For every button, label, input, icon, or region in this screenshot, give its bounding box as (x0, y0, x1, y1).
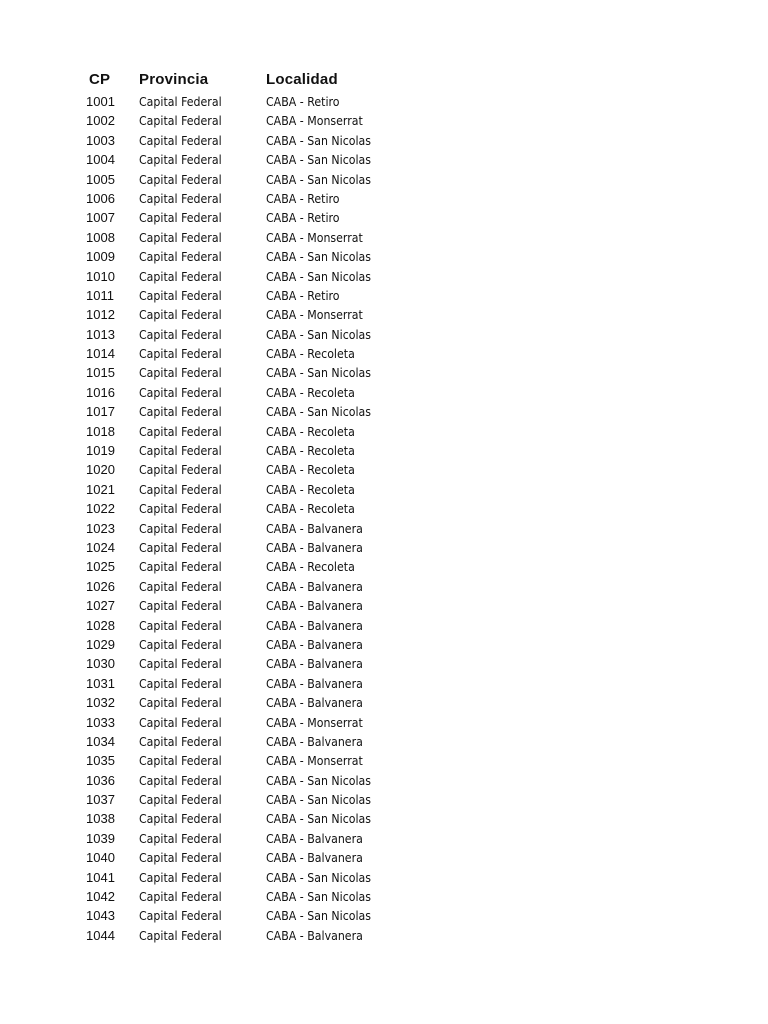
provincia-cell: Capital Federal (139, 229, 222, 245)
localidad-cell: CABA - Balvanera (266, 850, 363, 866)
table-row (0, 111, 768, 130)
localidad-cell: CABA - San Nicolas (266, 908, 372, 924)
table-row (0, 441, 768, 460)
table-row (0, 402, 768, 421)
localidad-cell: CABA - Balvanera (266, 520, 363, 536)
cp-cell: 1008 (86, 229, 115, 245)
localidad-cell: CABA - San Nicolas (266, 811, 372, 827)
cp-cell: 1007 (86, 210, 115, 226)
provincia-cell: Capital Federal (139, 307, 222, 323)
table-row (0, 557, 768, 576)
cp-cell: 1043 (86, 908, 115, 924)
cp-cell: 1001 (86, 94, 115, 109)
cp-cell: 1032 (86, 695, 115, 711)
cp-cell: 1018 (86, 423, 115, 439)
cp-cell: 1004 (86, 152, 115, 168)
provincia-cell: Capital Federal (139, 695, 222, 711)
provincia-cell: Capital Federal (139, 443, 222, 459)
cp-cell: 1039 (86, 830, 115, 846)
localidad-cell: CABA - Retiro (266, 287, 340, 303)
table-row (0, 383, 768, 402)
provincia-cell: Capital Federal (139, 326, 222, 342)
cp-cell: 1005 (86, 171, 115, 187)
table-row (0, 170, 768, 189)
table-row (0, 732, 768, 751)
localidad-cell: CABA - Balvanera (266, 617, 363, 633)
table-row (0, 150, 768, 169)
table-row (0, 674, 768, 693)
localidad-cell: CABA - Monserrat (266, 753, 363, 769)
provincia-cell: Capital Federal (139, 598, 222, 614)
provincia-cell: Capital Federal (139, 714, 222, 730)
cp-cell: 1014 (86, 346, 115, 362)
table-row (0, 286, 768, 305)
table-row (0, 654, 768, 673)
provincia-cell: Capital Federal (139, 656, 222, 672)
localidad-cell: CABA - San Nicolas (266, 365, 372, 381)
cp-cell: 1013 (86, 326, 115, 342)
localidad-cell: CABA - Balvanera (266, 578, 363, 594)
table-row (0, 325, 768, 344)
cp-cell: 1012 (86, 307, 115, 323)
table-row (0, 267, 768, 286)
table-row (0, 790, 768, 809)
table-row (0, 480, 768, 499)
header-localidad: Localidad (266, 71, 338, 88)
cp-cell: 1011 (86, 287, 114, 303)
localidad-cell: CABA - Recoleta (266, 462, 355, 478)
table-row (0, 809, 768, 828)
provincia-cell: Capital Federal (139, 520, 222, 536)
provincia-cell: Capital Federal (139, 811, 222, 827)
cp-cell: 1002 (86, 113, 115, 129)
table-row (0, 635, 768, 654)
localidad-cell: CABA - Balvanera (266, 830, 363, 846)
table-row (0, 363, 768, 382)
cp-cell: 1028 (86, 617, 115, 633)
localidad-cell: CABA - Balvanera (266, 695, 363, 711)
provincia-cell: Capital Federal (139, 792, 222, 808)
localidad-cell: CABA - Balvanera (266, 656, 363, 672)
localidad-cell: CABA - Retiro (266, 190, 340, 206)
localidad-cell: CABA - San Nicolas (266, 268, 372, 284)
cp-cell: 1022 (86, 501, 115, 517)
provincia-cell: Capital Federal (139, 501, 222, 517)
localidad-cell: CABA - San Nicolas (266, 132, 372, 148)
cp-cell: 1024 (86, 539, 115, 555)
localidad-cell: CABA - Recoleta (266, 481, 355, 497)
cp-cell: 1038 (86, 811, 115, 827)
localidad-cell: CABA - Retiro (266, 210, 340, 226)
header-cp: CP (89, 71, 111, 88)
provincia-cell: Capital Federal (139, 753, 222, 769)
cp-cell: 1020 (86, 462, 115, 478)
cp-cell: 1025 (86, 559, 115, 575)
localidad-cell: CABA - San Nicolas (266, 772, 372, 788)
provincia-cell: Capital Federal (139, 384, 222, 400)
localidad-cell: CABA - San Nicolas (266, 889, 372, 905)
cp-cell: 1015 (86, 365, 115, 381)
cp-cell: 1003 (86, 132, 115, 148)
cp-cell: 1021 (86, 481, 115, 497)
cp-cell: 1016 (86, 384, 115, 400)
table-row (0, 926, 768, 945)
table-row (0, 887, 768, 906)
table-row (0, 92, 768, 111)
provincia-cell: Capital Federal (139, 171, 222, 187)
provincia-cell: Capital Federal (139, 889, 222, 905)
table-row (0, 829, 768, 848)
localidad-cell: CABA - Balvanera (266, 598, 363, 614)
table-row (0, 693, 768, 712)
localidad-cell: CABA - Balvanera (266, 927, 363, 943)
table-row (0, 906, 768, 925)
localidad-cell: CABA - Recoleta (266, 443, 355, 459)
table-row (0, 344, 768, 363)
cp-cell: 1044 (86, 927, 115, 943)
table-header-row (0, 68, 768, 92)
table-row (0, 189, 768, 208)
table-row (0, 131, 768, 150)
localidad-cell: CABA - Retiro (266, 94, 340, 109)
provincia-cell: Capital Federal (139, 927, 222, 943)
localidad-cell: CABA - Monserrat (266, 229, 363, 245)
provincia-cell: Capital Federal (139, 94, 222, 109)
provincia-cell: Capital Federal (139, 733, 222, 749)
table-row (0, 499, 768, 518)
table-body (0, 92, 768, 945)
cp-cell: 1034 (86, 733, 115, 749)
cp-cell: 1029 (86, 636, 115, 652)
provincia-cell: Capital Federal (139, 559, 222, 575)
provincia-cell: Capital Federal (139, 404, 222, 420)
cp-cell: 1017 (86, 404, 115, 420)
table-row (0, 422, 768, 441)
cp-cell: 1019 (86, 443, 115, 459)
table-row (0, 577, 768, 596)
cp-cell: 1036 (86, 772, 115, 788)
table-row (0, 713, 768, 732)
localidad-cell: CABA - San Nicolas (266, 249, 372, 265)
provincia-cell: Capital Federal (139, 287, 222, 303)
table-row (0, 596, 768, 615)
header-provincia: Provincia (139, 71, 209, 88)
localidad-cell: CABA - San Nicolas (266, 171, 372, 187)
provincia-cell: Capital Federal (139, 481, 222, 497)
provincia-cell: Capital Federal (139, 462, 222, 478)
localidad-cell: CABA - San Nicolas (266, 152, 372, 168)
localidad-cell: CABA - Recoleta (266, 501, 355, 517)
provincia-cell: Capital Federal (139, 830, 222, 846)
provincia-cell: Capital Federal (139, 210, 222, 226)
provincia-cell: Capital Federal (139, 772, 222, 788)
cp-cell: 1042 (86, 889, 115, 905)
provincia-cell: Capital Federal (139, 132, 222, 148)
table-row (0, 247, 768, 266)
localidad-cell: CABA - Monserrat (266, 113, 363, 129)
provincia-cell: Capital Federal (139, 617, 222, 633)
cp-cell: 1031 (86, 675, 115, 691)
cp-cell: 1027 (86, 598, 115, 614)
table-row (0, 751, 768, 770)
provincia-cell: Capital Federal (139, 190, 222, 206)
postal-code-table (0, 68, 768, 945)
cp-cell: 1006 (86, 190, 115, 206)
table-row (0, 228, 768, 247)
provincia-cell: Capital Federal (139, 539, 222, 555)
localidad-cell: CABA - Balvanera (266, 636, 363, 652)
provincia-cell: Capital Federal (139, 636, 222, 652)
localidad-cell: CABA - Monserrat (266, 307, 363, 323)
table-row (0, 519, 768, 538)
cp-cell: 1040 (86, 850, 115, 866)
provincia-cell: Capital Federal (139, 249, 222, 265)
table-row (0, 771, 768, 790)
cp-cell: 1010 (86, 268, 115, 284)
provincia-cell: Capital Federal (139, 675, 222, 691)
table-row (0, 305, 768, 324)
table-row (0, 868, 768, 887)
provincia-cell: Capital Federal (139, 268, 222, 284)
provincia-cell: Capital Federal (139, 869, 222, 885)
provincia-cell: Capital Federal (139, 423, 222, 439)
cp-cell: 1030 (86, 656, 115, 672)
localidad-cell: CABA - San Nicolas (266, 869, 372, 885)
provincia-cell: Capital Federal (139, 850, 222, 866)
cp-cell: 1035 (86, 753, 115, 769)
provincia-cell: Capital Federal (139, 365, 222, 381)
localidad-cell: CABA - Recoleta (266, 384, 355, 400)
provincia-cell: Capital Federal (139, 346, 222, 362)
cp-cell: 1033 (86, 714, 115, 730)
localidad-cell: CABA - Recoleta (266, 346, 355, 362)
provincia-cell: Capital Federal (139, 908, 222, 924)
localidad-cell: CABA - Balvanera (266, 675, 363, 691)
localidad-cell: CABA - Recoleta (266, 559, 355, 575)
cp-cell: 1023 (86, 520, 115, 536)
table-row (0, 208, 768, 227)
provincia-cell: Capital Federal (139, 113, 222, 129)
table-row (0, 460, 768, 479)
localidad-cell: CABA - San Nicolas (266, 792, 372, 808)
cp-cell: 1041 (86, 869, 115, 885)
cp-cell: 1026 (86, 578, 115, 594)
localidad-cell: CABA - San Nicolas (266, 326, 372, 342)
cp-cell: 1009 (86, 249, 115, 265)
table-row (0, 848, 768, 867)
provincia-cell: Capital Federal (139, 578, 222, 594)
provincia-cell: Capital Federal (139, 152, 222, 168)
localidad-cell: CABA - San Nicolas (266, 404, 372, 420)
localidad-cell: CABA - Balvanera (266, 539, 363, 555)
localidad-cell: CABA - Balvanera (266, 733, 363, 749)
localidad-cell: CABA - Recoleta (266, 423, 355, 439)
table-row (0, 616, 768, 635)
localidad-cell: CABA - Monserrat (266, 714, 363, 730)
cp-cell: 1037 (86, 792, 115, 808)
table-row (0, 538, 768, 557)
